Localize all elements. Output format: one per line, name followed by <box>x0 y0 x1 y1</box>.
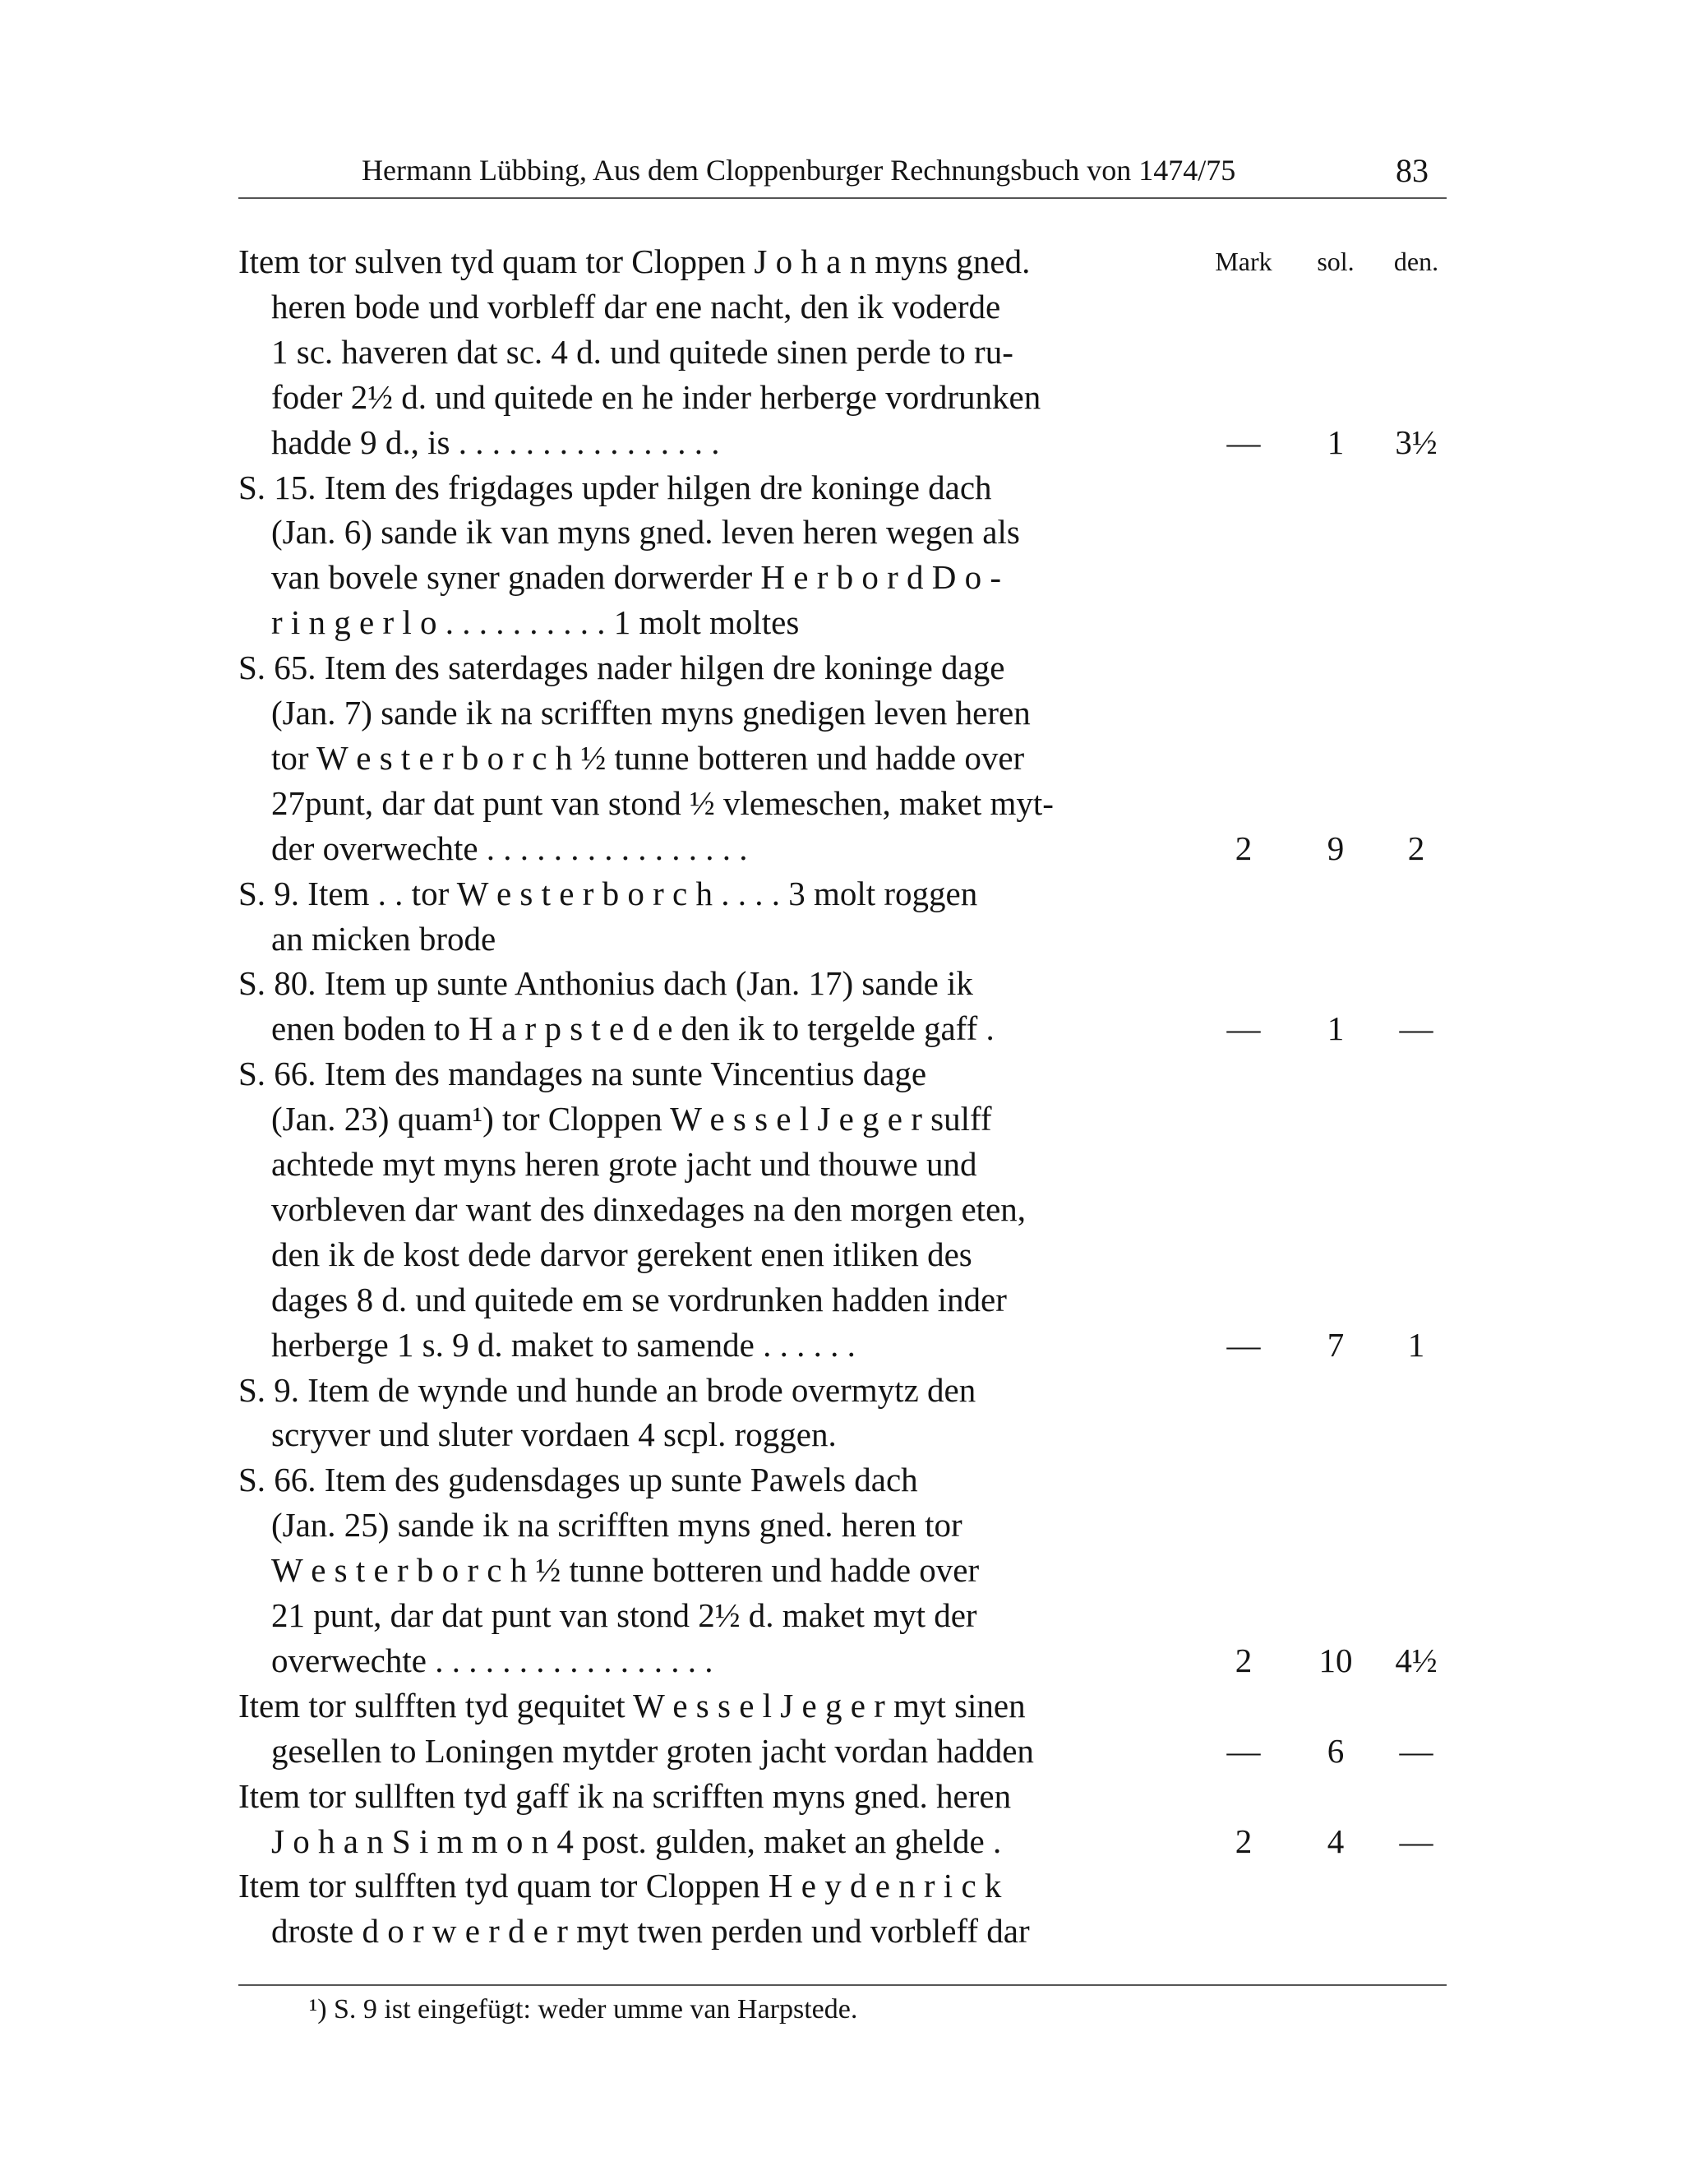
line-text: enen boden to H a r p s t e d e den ik to tergelde gaff . <box>271 1009 995 1047</box>
ledger-line <box>0 1773 1708 1819</box>
amount-sol: 7 <box>1327 1326 1345 1364</box>
ledger-line <box>0 1863 1708 1909</box>
line-text: S. 9. Item . . tor W e s t e r b o r c h . . . . 3 molt roggen <box>238 875 978 912</box>
ledger-line <box>0 554 1708 600</box>
amount-sol: 10 <box>1318 1641 1353 1679</box>
amount-den: 3½ <box>1395 423 1438 461</box>
amount-sol: 4 <box>1327 1822 1345 1860</box>
ledger-line <box>0 960 1708 1006</box>
ledger-line <box>0 1050 1708 1097</box>
ledger-line <box>0 735 1708 781</box>
footnote-rule <box>238 1984 1447 1986</box>
amount-mark: — <box>1226 1326 1261 1364</box>
amount-den: — <box>1399 1732 1433 1770</box>
line-text: herberge 1 s. 9 d. maket to samende . . . . . . <box>271 1326 856 1364</box>
ledger-line <box>0 1502 1708 1548</box>
ledger-line <box>0 238 1708 284</box>
line-text: 21 punt, dar dat punt van stond 2½ d. maket myt der <box>271 1596 977 1634</box>
line-text: J o h a n S i m m o n 4 post. gulden, maket an ghelde . <box>271 1822 1002 1860</box>
ledger-line <box>0 1728 1708 1774</box>
line-text: W e s t e r b o r c h ½ tunne botteren und hadde over <box>271 1551 980 1589</box>
line-text: S. 15. Item des frigdages upder hilgen dre koninge dach <box>238 469 992 506</box>
amount-mark: — <box>1226 423 1261 461</box>
running-title: Hermann Lübbing, Aus dem Cloppenburger Rechnungsbuch von 1474/75 <box>362 154 1236 187</box>
line-text: der overwechte . . . . . . . . . . . . . . . . <box>271 829 748 867</box>
amount-den: 4½ <box>1395 1641 1438 1679</box>
amount-sol: 1 <box>1327 423 1345 461</box>
line-text: S. 9. Item de wynde und hunde an brode overmytz den <box>238 1371 976 1409</box>
line-text: r i n g e r l o . . . . . . . . . . 1 molt moltes <box>271 603 800 641</box>
ledger-line <box>0 825 1708 871</box>
ledger-line <box>0 464 1708 510</box>
ledger-line <box>0 374 1708 420</box>
ledger-line <box>0 644 1708 690</box>
amount-den: 2 <box>1407 829 1425 867</box>
ledger-line <box>0 1322 1708 1368</box>
amount-mark: 2 <box>1235 1641 1253 1679</box>
amount-den: — <box>1399 1822 1433 1860</box>
line-text: (Jan. 6) sande ik van myns gned. leven heren wegen als <box>271 513 1020 551</box>
amount-mark: 2 <box>1235 829 1253 867</box>
line-text: Item tor sulfften tyd quam tor Cloppen H e y d e n r i c k <box>238 1867 1002 1905</box>
ledger-line <box>0 1186 1708 1232</box>
ledger-line <box>0 870 1708 917</box>
column-header-mark: Mark <box>1215 247 1272 276</box>
ledger-line <box>0 509 1708 555</box>
ledger-line <box>0 1683 1708 1729</box>
amount-sol: 9 <box>1327 829 1345 867</box>
ledger-line <box>0 329 1708 375</box>
column-header-sol: sol. <box>1317 247 1355 276</box>
page-number: 83 <box>1396 152 1429 189</box>
amount-den: — <box>1399 1009 1433 1047</box>
ledger-line <box>0 1908 1708 1954</box>
line-text: S. 80. Item up sunte Anthonius dach (Jan. 17) sande ik <box>238 964 973 1002</box>
line-text: van bovele syner gnaden dorwerder H e r b o r d D o - <box>271 558 1002 596</box>
ledger-line <box>0 916 1708 962</box>
ledger-line <box>0 1818 1708 1864</box>
line-text: S. 66. Item des mandages na sunte Vincentius dage <box>238 1055 927 1092</box>
line-text: 27punt, dar dat punt van stond ½ vlemeschen, maket myt- <box>271 784 1054 822</box>
line-text: S. 65. Item des saterdages nader hilgen dre koninge dage <box>238 649 1005 686</box>
ledger-line <box>0 1367 1708 1413</box>
line-text: Item tor sullften tyd gaff ik na scrifften myns gned. heren <box>238 1777 1012 1815</box>
ledger-line <box>0 1457 1708 1503</box>
line-text: overwechte . . . . . . . . . . . . . . . . . <box>271 1641 713 1679</box>
ledger-line <box>0 599 1708 645</box>
line-text: droste d o r w e r d e r myt twen perden und vorbleff dar <box>271 1912 1030 1950</box>
line-text: 1 sc. haveren dat sc. 4 d. und quitede sinen perde to ru- <box>271 333 1013 371</box>
ledger-line <box>0 284 1708 330</box>
amount-sol: 6 <box>1327 1732 1345 1770</box>
ledger-line <box>0 1411 1708 1457</box>
line-text: vorbleven dar want des dinxedages na den morgen eten, <box>271 1190 1027 1228</box>
line-text: (Jan. 23) quam¹) tor Cloppen W e s s e l J e g e r sulff <box>271 1100 992 1138</box>
line-text: tor W e s t e r b o r c h ½ tunne botteren und hadde over <box>271 739 1025 777</box>
ledger-line <box>0 1231 1708 1277</box>
line-text: foder 2½ d. und quitede en he inder herberge vordrunken <box>271 378 1041 416</box>
line-text: Item tor sulfften tyd gequitet W e s s e l J e g e r myt sinen <box>238 1687 1026 1725</box>
line-text: den ik de kost dede darvor gerekent enen itliken des <box>271 1235 972 1273</box>
ledger-line <box>0 1547 1708 1593</box>
line-text: gesellen to Loningen mytder groten jacht vordan hadden <box>271 1732 1034 1770</box>
line-text: dages 8 d. und quitede em se vordrunken hadden inder <box>271 1281 1007 1318</box>
amount-den: 1 <box>1407 1326 1425 1364</box>
line-text: S. 66. Item des gudensdages up sunte Pawels dach <box>238 1461 918 1498</box>
ledger-line <box>0 1005 1708 1051</box>
ledger-line <box>0 1141 1708 1187</box>
amount-sol: 1 <box>1327 1009 1345 1047</box>
ledger-line <box>0 1592 1708 1638</box>
ledger-line <box>0 690 1708 736</box>
column-header-den: den. <box>1393 247 1439 276</box>
line-text: achtede myt myns heren grote jacht und thouwe und <box>271 1145 977 1183</box>
amount-mark: 2 <box>1235 1822 1253 1860</box>
line-text: an micken brode <box>271 920 496 958</box>
amount-mark: — <box>1226 1732 1261 1770</box>
line-text: (Jan. 25) sande ik na scrifften myns gned. heren tor <box>271 1506 962 1544</box>
ledger-line <box>0 419 1708 465</box>
footnote: ¹) S. 9 ist eingefügt: weder umme van Harpstede. <box>309 1994 858 2025</box>
line-text: scryver und sluter vordaen 4 scpl. roggen. <box>271 1415 837 1453</box>
line-text: heren bode und vorbleff dar ene nacht, den ik voderde <box>271 288 1001 326</box>
line-text: hadde 9 d., is . . . . . . . . . . . . . . . . <box>271 423 720 461</box>
line-text: Item tor sulven tyd quam tor Cloppen J o h a n myns gned. <box>238 242 1031 280</box>
ledger-line <box>0 780 1708 826</box>
ledger-line <box>0 1277 1708 1323</box>
amount-mark: — <box>1226 1009 1261 1047</box>
ledger-line <box>0 1096 1708 1142</box>
line-text: (Jan. 7) sande ik na scrifften myns gnedigen leven heren <box>271 694 1031 732</box>
ledger-line <box>0 1637 1708 1683</box>
